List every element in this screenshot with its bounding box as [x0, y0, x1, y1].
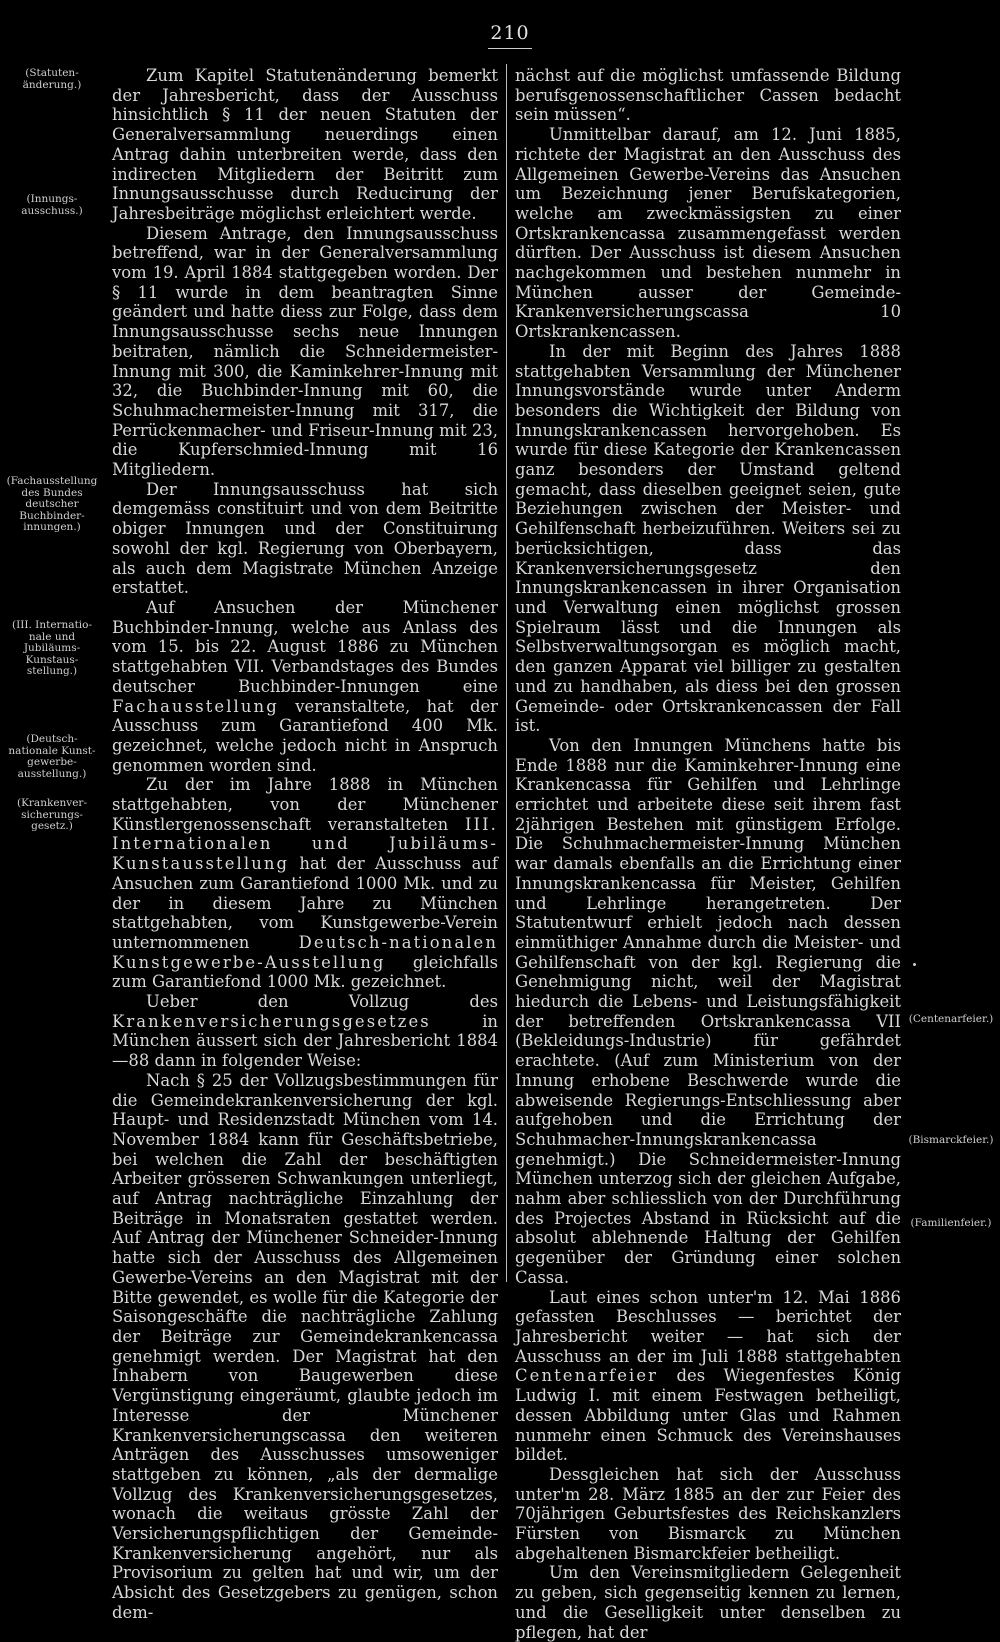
right-column: [515, 66, 901, 1642]
spaced-term: Centenarfeier: [515, 1366, 659, 1386]
paragraph: [112, 992, 498, 1071]
paragraph: Dessgleichen hat sich der Ausschuss unter'm 28. März 1885 an der zur Feier des 70jährigen Geburtsfestes des Reichskanzlers Fürsten von Bismarck zu München abgehaltenen Bismarckfeier betheiligt.: [515, 1464, 901, 1563]
stray-dot: [913, 963, 916, 966]
page-number: 210: [480, 22, 540, 44]
left-column: [112, 66, 498, 1623]
paragraph: nächst auf die möglichst umfassende Bildung berufsgenossenschaftlicher Cassen bedacht sein müssen“.: [515, 66, 901, 125]
paragraph: Zum Kapitel Statutenänderung bemerkt der Jahresbericht, dass der Ausschuss hinsichtlich § 11 der neuen Statuten der Generalversammlung neuerdings einen Antrag dahin unterbreiten werde, dass den indirecten Mitgliedern der Beitritt zum Innungsausschusse durch Reducirung der Jahresbeiträge möglichst erleichtert werde.: [112, 66, 498, 223]
paragraph: [515, 1288, 901, 1465]
text-run: in München äussert sich der Jahresbericht 1884—88 dann in folgender Weise:: [112, 1011, 498, 1071]
spaced-term: Krankenversicherungsgesetzes: [112, 1011, 431, 1031]
spaced-term: III. Internationalen und Jubiläums-Kunstausstellung: [112, 814, 498, 874]
paragraph: [112, 775, 498, 992]
margin-note-statuten: (Statuten- änderung.): [22, 67, 82, 91]
margin-note-fachausstellung: (Fachausstellung des Bundes deutscher Buchbinder- innungen.): [6, 475, 98, 533]
text-run: gleichfalls zum Garantiefond 1000 Mk. gezeichnet.: [112, 952, 498, 992]
text-run: veranstaltete, hat der Ausschuss zum Garantiefond 400 Mk. gezeichnet, welche jedoch nicht in Anspruch genommen worden sind.: [112, 696, 498, 775]
text-run: hat der Ausschuss auf Ansuchen zum Garantiefond 1000 Mk. und zu der in diesem Jahre zu München stattgehabten, vom Kunstgewerbe-Verein unternommenen: [112, 854, 498, 952]
margin-note-krankenversicherung: (Krankenver- sicherungs- gesetz.): [16, 797, 88, 832]
paragraph: Um den Vereinsmitgliedern Gelegenheit zu geben, sich gegenseitig kennen zu lernen, und die Geselligkeit unter denselben zu pflegen, hat der: [515, 1563, 901, 1642]
text-run: Laut eines schon unter'm 12. Mai 1886 gefassten Beschlusses — berichtet der Jahresbericht weiter — hat sich der Ausschuss an der im Juli 1888 stattgehabten: [515, 1287, 901, 1366]
column-divider: [506, 64, 507, 1282]
margin-note-centenarfeier: (Centenarfeier.): [908, 1013, 994, 1025]
margin-note-bismarckfeier: (Bismarckfeier.): [908, 1134, 994, 1146]
text-run: des Wiegenfestes König Ludwig I. mit einem Festwagen betheiligt, dessen Abbildung unter Glas und Rahmen nunmehr einen Schmuck des Vereinshauses bildet.: [515, 1366, 901, 1465]
paragraph: [112, 598, 498, 775]
spaced-term: Deutsch-nationalen Kunstgewerbe-Ausstellung: [112, 932, 498, 972]
paragraph: In der mit Beginn des Jahres 1888 stattgehabten Versammlung der Münchener Innungsvorstände wurde unter Anderm besonders die Wichtigkeit der Bildung von Innungskrankencassen hervorgehoben. Es wurde für diese Kategorie der Krankencassen ganz besonders der Umstand geltend gemacht, dass dieselben geeignet seien, gute Beziehungen zwischen der Meister- und Gehilfenschaft herbeizuführen. Weiters sei zu berücksichtigen, dass das Krankenversicherungsgesetz den Innungskrankencassen in ihrer Organisation und Verwaltung einen möglichst grossen Spielraum lässt und die Innungen als Selbstverwaltungsorgan es möglich macht, den ganzen Apparat viel billiger zu gestalten und zu handhaben, als diess bei den grossen Gemeinde- oder Ortskrankencassen der Fall ist.: [515, 341, 901, 736]
paragraph: Der Innungsausschuss hat sich demgemäss constituirt und von dem Beitritte obiger Innungen und der Constituirung sowohl der kgl. Regierung von Oberbayern, als auch dem Magistrate München Anzeige erstattet.: [112, 479, 498, 598]
text-run: Auf Ansuchen der Münchener Buchbinder-Innung, welche aus Anlass des vom 15. bis 22. August 1886 zu München stattgehabten VII. Verbandstages des Bundes deutscher Buchbinder-Innungen eine: [112, 597, 498, 696]
paragraph: Nach § 25 der Vollzugsbestimmungen für die Gemeindekrankenversicherung der kgl. Haupt- und Residenzstadt München vom 14. November 1884 kann für Geschäftsbetriebe, bei welchen die Zahl der beschäftigten Arbeiter grösseren Schwankungen unterliegt, auf Antrag nachträgliche Einzahlung der Beiträge in Monatsraten gestattet werden. Auf Antrag der Münchener Schneider-Innung hatte sich der Ausschuss des Allgemeinen Gewerbe-Vereins an den Magistrat mit der Bitte gewendet, es wolle für die Kategorie der Saisongeschäfte die nachträgliche Zahlung der Beiträge zur Gemeindekrankencassa genehmigt werden. Der Magistrat hat den Inhabern von Baugewerben diese Vergünstigung eingeräumt, glaubte jedoch im Interesse der Münchener Krankenversicherungscassa den weiteren Anträgen des Ausschusses umsoweniger stattgeben zu können, „als der dermalige Vollzug des Krankenversicherungsgesetzes, wonach die weitaus grösste Zahl der Versicherungspflichtigen der Gemeinde-Krankenversicherung angehört, nur als Provisorium zu gelten hat und wir, um der Absicht des Gesetzgebers zu genügen, schon dem-: [112, 1070, 498, 1622]
spaced-term: Fachausstellung: [112, 696, 279, 716]
margin-note-kunstausstellung: (III. Internatio- nale und Jubiläums- Kunstaus- stellung.): [11, 619, 93, 677]
text-run: Zu der im Jahre 1888 in München stattgehabten, von der Münchener Künstlergenossenschaft veranstalteten: [112, 775, 498, 834]
margin-note-innungsausschuss: (Innungs- ausschuss.): [21, 193, 83, 217]
paragraph: Unmittelbar darauf, am 12. Juni 1885, richtete der Magistrat an den Ausschuss des Allgemeinen Gewerbe-Vereins das Ansuchen um Bezeichnung jener Berufskategorien, welche am zweckmässigsten zu einer Ortskrankencassa zusammengefasst werden dürften. Der Ausschuss ist diesem Ansuchen nachgekommen und bestehen nunmehr in München ausser der Gemeinde-Krankenversicherungscassa 10 Ortskrankencassen.: [515, 125, 901, 342]
paragraph: Von den Innungen Münchens hatte bis Ende 1888 nur die Kaminkehrer-Innung eine Krankencassa für Gehilfen und Lehrlinge errichtet und arbeitete diese seit ihrem fast 2jährigen Bestehen mit günstigem Erfolge. Die Schuhmachermeister-Innung München war damals ebenfalls an die Errichtung einer Innungskrankencassa für Meister, Gehilfen und Lehrlinge herangetreten. Der Statutentwurf erhielt jedoch nach dessen einmüthiger Annahme durch die Meister- und Gehilfenschaft von der kgl. Regierung die Genehmigung nicht, weil der Magistrat hiedurch die Lebens- und Leistungsfähigkeit der betreffenden Ortskrankencassa VII (Bekleidungs-Industrie) für gefährdet erachtete. (Auf zum Ministerium von der Innung erhobene Beschwerde wurde die abweisende Regierungs-Entschliessung aber aufgehoben und die Errichtung der Schuhmacher-Innungskrankencassa genehmigt.) Die Schneidermeister-Innung München unterzog sich der gleichen Aufgabe, nahm aber schliesslich von der Durchführung des Projectes Abstand in Rücksicht auf die absolut ablehnende Haltung der Gehilfen gegenüber der Gründung einer solchen Cassa.: [515, 735, 901, 1287]
text-run: Ueber den Vollzug des: [146, 992, 498, 1012]
paragraph: Diesem Antrage, den Innungsausschuss betreffend, war in der Generalversammlung vom 19. April 1884 stattgegeben worden. Der § 11 wurde in dem beantragten Sinne geändert und hatte diess zur Folge, dass dem Innungsausschusse sechs neue Innungen beitraten, nämlich die Schneidermeister-Innung mit 300, die Kaminkehrer-Innung mit 32, die Buchbinder-Innung mit 60, die Schuhmachermeister-Innung mit 317, die Perrückenmacher- und Friseur-Innung mit 23, die Kupferschmied-Innung mit 16 Mitgliedern.: [112, 223, 498, 480]
margin-note-kunstgewerbe: (Deutsch- nationale Kunst- gewerbe- ausstellung.): [8, 733, 96, 780]
margin-note-familienfeier: (Familienfeier.): [910, 1217, 992, 1229]
